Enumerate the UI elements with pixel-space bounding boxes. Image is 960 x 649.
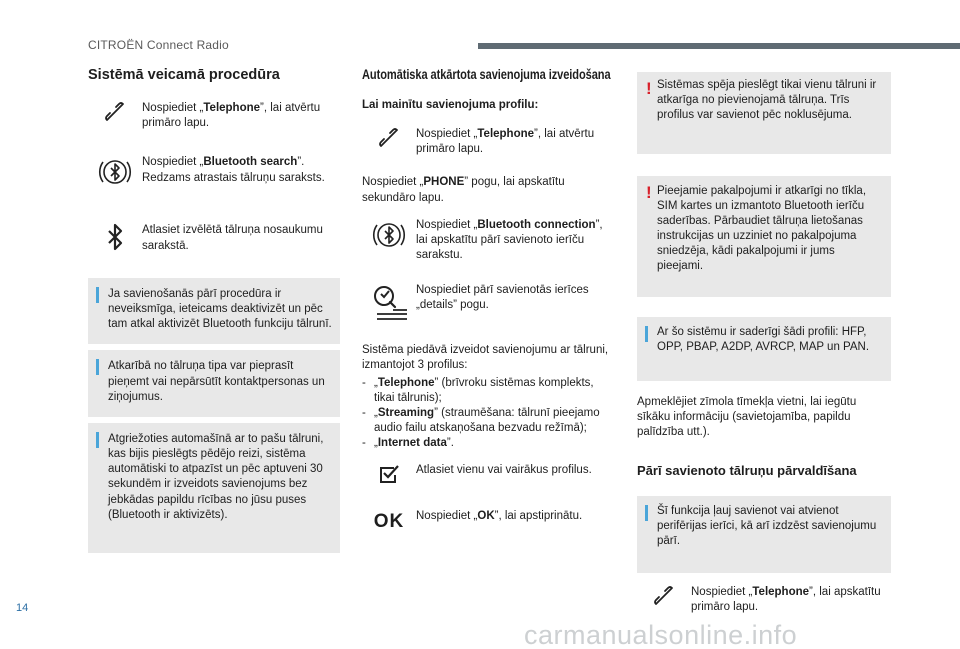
step-select-phone [88,221,340,253]
info-marker [645,505,648,521]
bluetooth-search-icon [362,216,416,254]
checkbox-icon [362,461,416,487]
list-item: - „Telephone” (brīvroku sistēmas komplekts, tikai tālrunis); [362,376,594,404]
step-telephone [362,125,616,157]
page-number: 14 [16,602,29,614]
step-text: Nospiediet pārī savienotās ierīces „details” pogu. [416,284,589,312]
info-note [637,496,891,574]
info-marker [96,287,99,303]
phone-handset-icon [362,125,416,151]
section-heading: Pārī savienoto tālruņu pārvaldīšana [637,463,857,479]
step-details [362,281,616,321]
step-text: Nospiediet „Telephone”, lai atvērtu primāro lapu. [142,102,321,130]
step-text: Atlasiet izvēlētā tālruņa nosaukumu sarakstā. [142,224,323,252]
step-text: Atlasiet vienu vai vairākus profilus. [416,464,592,477]
note-text: Šī funkcija ļauj savienot vai atvienot perifērijas ierīci, kā arī izdzēst savienojumu pārī. [657,504,877,547]
warning-icon: ! [646,182,652,202]
step-text: Nospiediet „Bluetooth search”. Redzams atrastais tālruņu saraksts. [142,156,325,184]
note-text: Ja savienošanās pārī procedūra ir neveiksmīga, ieteicams deaktivizēt un pēc tam atkal aktivizēt Bluetooth funkciju tālrunī. [108,287,332,331]
info-marker [96,432,99,448]
paragraph: Sistēma piedāvā izveidot savienojumu ar tālruni, izmantojot 3 profilus: [362,344,609,372]
bluetooth-search-icon [88,153,142,191]
details-search-icon [362,281,416,321]
warning-icon: ! [646,79,652,98]
paragraph: Apmeklējiet zīmola tīmekļa vietni, lai iegūtu sīkāku informāciju (savietojamība, papildu palīdzība utt.). [637,395,857,439]
step-text: Nospiediet „OK”, lai apstiprinātu. [416,510,583,523]
info-marker [645,326,648,342]
step-bluetooth-connection [362,216,616,264]
section-heading: Sistēmā veicamā procedūra [88,67,280,83]
column-2 [362,66,616,534]
phone-handset-icon [88,99,142,125]
bluetooth-icon [88,221,142,253]
header-bar [478,43,960,49]
info-note [88,350,340,417]
info-marker [96,359,99,375]
profile-list [362,376,616,452]
step-text: Nospiediet „Telephone”, lai apskatītu primāro lapu. [691,586,881,614]
watermark: carmanualsonline.info [524,620,798,649]
step-text: Nospiediet „Bluetooth connection”, lai apskatītu pārī savienoto ierīču sarakstu. [416,218,603,262]
column-1 [88,66,340,553]
phone-handset-icon [637,583,691,609]
note-text: Atkarībā no tālruņa tipa var pieprasīt pieņemt vai nepārsūtīt kontaktpersonas un ziņojumus. [108,360,325,403]
list-item: - „Internet data”. [362,437,454,450]
note-text: Pieejamie pakalpojumi ir atkarīgi no tīkla, SIM kartes un izmantoto Bluetooth ierīču saderības. Pārbaudiet tālruņa lietošanas instrukcijas un uzziniet no pakalpojuma sniedzēja, kādi pakalpojumi ir jums pieejami. [657,184,867,273]
header-title: CITROËN Connect Radio [88,38,229,52]
note-text: Atgriežoties automašīnā ar to pašu tālruni, kas bijis pieslēgts pēdējo reizi, sistēma automātiski to atpazīst un pēc aptuveni 30 sekundēm ir izveidots savienojums bez jebkādas papildu rīcības no jūsu puses (Bluetooth ir aktivizēts). [108,432,324,521]
info-note [88,423,340,553]
note-text: Ar šo sistēmu ir saderīgi šādi profili: HFP, OPP, PBAP, A2DP, AVRCP, MAP un PAN. [657,325,870,353]
list-item: - „Streaming” (straumēšana: tālrunī pieejamo audio failu atskaņošana bezvadu režīmā); [362,406,600,435]
column-3 [637,72,891,615]
warning-note [637,72,891,154]
step-telephone [637,583,891,615]
step-text: Nospiediet „Telephone”, lai atvērtu primāro lapu. [416,127,595,156]
info-note [637,317,891,381]
ok-icon: OK [373,511,405,533]
section-heading: Automātiska atkārtota savienojuma izveidošana [362,67,611,82]
info-note [88,278,340,345]
warning-note [637,176,891,297]
step-select-profiles [362,461,616,487]
step-bluetooth-search [88,153,340,191]
note-text: Sistēmas spēja pieslēgt tikai vienu tālruni ir atkarīga no pievienojamā tālruņa. Trīs profilus var savienot pēc noklusējuma. [657,79,877,122]
step-telephone [88,99,340,131]
step-ok [362,507,616,534]
paragraph: Nospiediet „PHONE” pogu, lai apskatītu sekundāro lapu. [362,176,565,204]
subheading: Lai mainītu savienojuma profilu: [362,98,539,111]
